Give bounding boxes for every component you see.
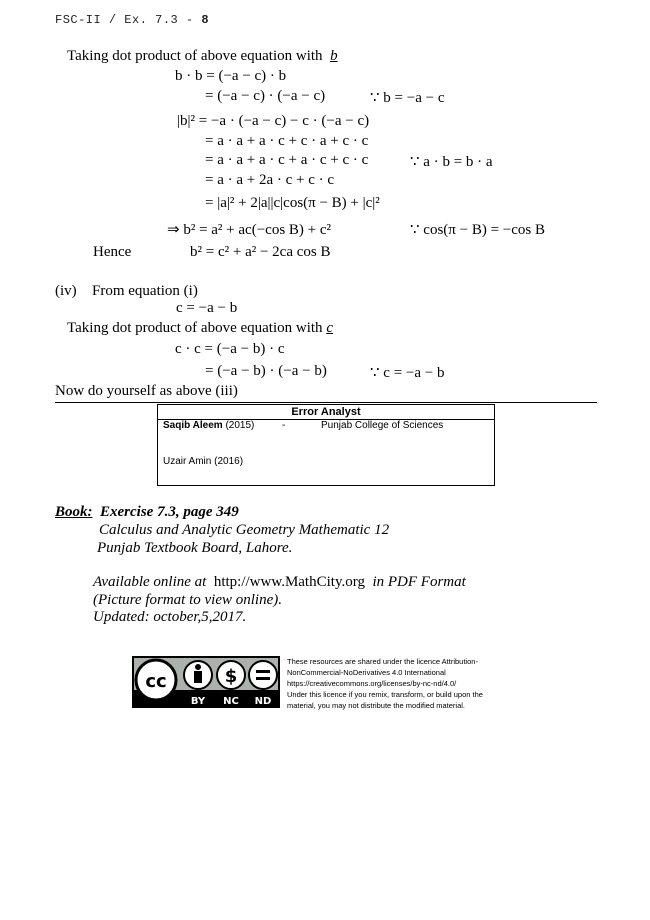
svg-text:cc: cc: [145, 671, 167, 692]
updated-date: Updated: october,5,2017.: [93, 609, 247, 625]
part-iv-intro: [67, 320, 333, 337]
badge-nc-label: NC: [223, 696, 239, 707]
eq-because-2: ∵ a · b = b · a: [410, 154, 493, 170]
eq-line-2: = (−a − c) · (−a − c): [205, 88, 326, 104]
part-iv-line-2: = (−a − b) · (−a − b): [205, 363, 327, 379]
error-analyst-row-1: [163, 420, 254, 431]
available-prefix: Available online at: [93, 574, 207, 590]
cc-license-badge[interactable]: [132, 656, 280, 708]
picture-format-note: (Picture format to view online).: [93, 592, 282, 608]
license-line-5: material, you may not distribute the modified material.: [287, 701, 465, 710]
error-analyst-title: Error Analyst: [158, 405, 494, 420]
book-exercise: Exercise 7.3, page 349: [100, 504, 239, 520]
availability-line: [93, 574, 466, 591]
license-line-4: Under this licence if you remix, transform, or build upon the: [287, 690, 483, 699]
book-label: Book:: [55, 504, 93, 520]
book-title: Calculus and Analytic Geometry Mathematic 12: [99, 522, 390, 538]
book-heading: [55, 504, 239, 521]
analyst-1-dash: -: [282, 420, 286, 431]
section-divider: [55, 402, 597, 403]
mathcity-link[interactable]: http://www.MathCity.org: [213, 574, 365, 590]
header-page-number: 8: [201, 13, 210, 27]
part-iv-intro-text: Taking dot product of above equation with: [67, 320, 323, 336]
part-iv-because: ∵ c = −a − b: [370, 365, 445, 381]
error-analyst-box: [157, 404, 495, 486]
eq-line-5: = a · a + a · c + a · c + c · c: [205, 152, 369, 168]
license-text: [287, 656, 512, 711]
analyst-1-name: Saqib Aleem: [163, 420, 223, 431]
book-publisher: Punjab Textbook Board, Lahore.: [97, 540, 293, 556]
part-iv-label: (iv): [55, 283, 77, 299]
svg-text:$: $: [224, 666, 238, 687]
header-prefix: FSC-II / Ex. 7.3 -: [55, 13, 202, 27]
part-iv-line-1: c · c = (−a − b) · c: [175, 341, 285, 357]
analyst-1-org: Punjab College of Sciences: [321, 420, 444, 431]
eq-because-3: ∵ cos(π − B) = −cos B: [410, 222, 545, 238]
part-iii-intro-var: b: [330, 48, 338, 64]
eq-line-4: = a · a + a · c + c · a + c · c: [205, 133, 369, 149]
part-iv-intro-var: c: [326, 320, 333, 336]
part-iii-intro: [67, 48, 338, 65]
part-iii-intro-text: Taking dot product of above equation with: [67, 48, 323, 64]
badge-by-label: BY: [190, 696, 206, 707]
license-line-2: NonCommercial-NoDerivatives 4.0 International: [287, 668, 446, 677]
badge-nd-label: ND: [254, 696, 272, 707]
license-url[interactable]: https://creativecommons.org/licenses/by-nc-nd/4.0/: [287, 679, 457, 688]
eq-because-1: ∵ b = −a − c: [370, 90, 445, 106]
available-suffix: in PDF Format: [372, 574, 466, 590]
part-iv-from: From equation (i): [92, 283, 198, 299]
hence-label: Hence: [93, 244, 132, 260]
eq-line-6: = a · a + 2a · c + c · c: [205, 172, 335, 188]
eq-line-8: ⇒ b² = a² + ac(−cos B) + c²: [167, 222, 332, 238]
eq-line-7: = |a|² + 2|a||c|cos(π − B) + |c|²: [205, 195, 380, 211]
error-analyst-row-2: Uzair Amin (2016): [163, 456, 244, 467]
now-do-text: Now do yourself as above (iii): [55, 383, 238, 399]
page-header: [55, 13, 209, 27]
eq-result: b² = c² + a² − 2ca cos B: [190, 244, 331, 260]
license-line-1: These resources are shared under the licence Attribution-: [287, 657, 478, 666]
eq-line-1: b · b = (−a − c) · b: [175, 68, 287, 84]
part-iv-eq1: c = −a − b: [176, 300, 238, 316]
analyst-1-year: (2015): [225, 420, 255, 431]
eq-line-3: |b|² = −a · (−a − c) − c · (−a − c): [177, 113, 370, 129]
cc-by-nc-nd-icon: [132, 656, 280, 708]
